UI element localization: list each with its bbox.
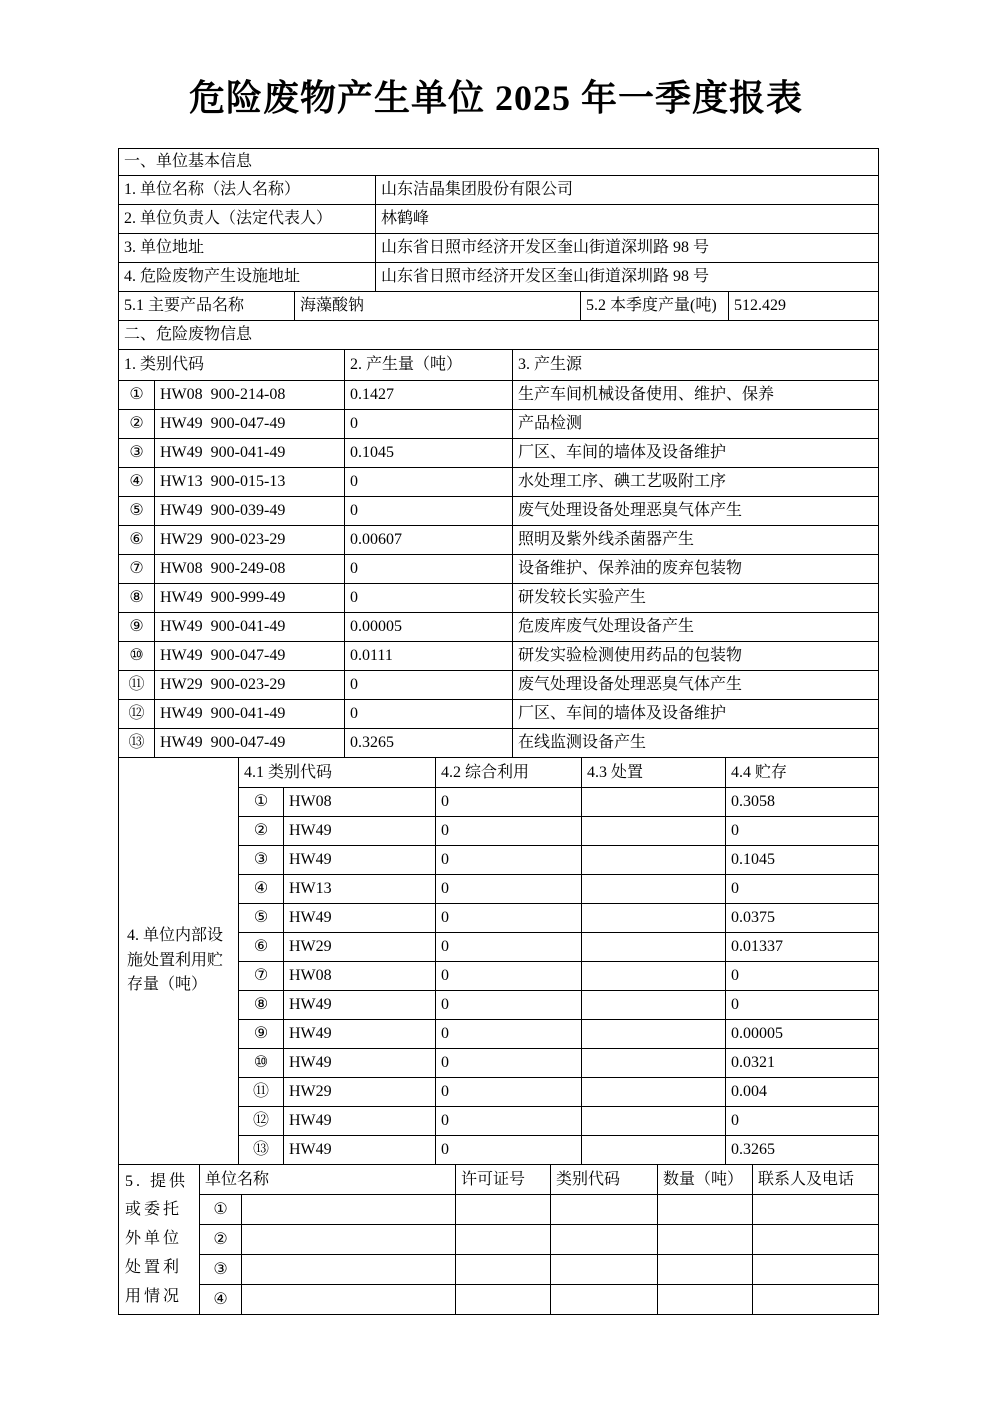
waste-source: 废气处理设备处理恶臭气体产生 <box>513 497 879 526</box>
internal-storage: 0.1045 <box>726 846 879 875</box>
row-number: ⑪ <box>239 1078 284 1107</box>
external-unit-name <box>242 1285 456 1315</box>
waste-row <box>119 468 879 497</box>
internal-dispose <box>582 875 726 904</box>
waste-source: 厂区、车间的墙体及设备维护 <box>513 439 879 468</box>
external-permit <box>456 1195 551 1225</box>
waste-code: HW49 900-039-49 <box>155 497 345 526</box>
waste-amount: 0.0111 <box>345 642 513 671</box>
basic-info-label: 3. 单位地址 <box>119 234 376 263</box>
internal-code: HW29 <box>284 1078 436 1107</box>
internal-reuse: 0 <box>436 933 582 962</box>
internal-reuse: 0 <box>436 1049 582 1078</box>
waste-row <box>119 381 879 410</box>
internal-code: HW29 <box>284 933 436 962</box>
report-table <box>118 148 878 1315</box>
col-header-permit: 许可证号 <box>456 1165 551 1195</box>
waste-source: 设备维护、保养油的废弃包装物 <box>513 555 879 584</box>
col-header-4-2: 4.2 综合利用 <box>436 758 582 788</box>
waste-code: HW49 900-041-49 <box>155 439 345 468</box>
waste-source: 在线监测设备产生 <box>513 729 879 758</box>
internal-dispose <box>582 1107 726 1136</box>
waste-row <box>119 729 879 758</box>
internal-disposal-label: 4. 单位内部设施处置利用贮存量（吨） <box>119 758 239 1165</box>
row-number: ⑦ <box>239 962 284 991</box>
row-number: ⑫ <box>119 700 155 729</box>
row-number: ⑤ <box>119 497 155 526</box>
waste-row <box>119 642 879 671</box>
internal-reuse: 0 <box>436 991 582 1020</box>
internal-storage: 0 <box>726 962 879 991</box>
internal-reuse: 0 <box>436 1136 582 1165</box>
waste-code: HW49 900-041-49 <box>155 700 345 729</box>
internal-storage: 0 <box>726 875 879 904</box>
waste-row <box>119 410 879 439</box>
internal-code: HW08 <box>284 788 436 817</box>
product-name-value: 海藻酸钠 <box>295 292 581 321</box>
product-name-label: 5.1 主要产品名称 <box>119 292 295 321</box>
internal-reuse: 0 <box>436 846 582 875</box>
row-number: ⑥ <box>239 933 284 962</box>
row-number: ③ <box>119 439 155 468</box>
internal-storage: 0 <box>726 991 879 1020</box>
internal-storage: 0.00005 <box>726 1020 879 1049</box>
basic-info-table <box>118 175 879 292</box>
row-number: ④ <box>119 468 155 497</box>
waste-row <box>119 526 879 555</box>
basic-info-label: 2. 单位负责人（法定代表人） <box>119 205 376 234</box>
waste-source: 照明及紫外线杀菌器产生 <box>513 526 879 555</box>
section2-header: 二、危险废物信息 <box>119 321 879 350</box>
internal-reuse: 0 <box>436 875 582 904</box>
section1-header: 一、单位基本信息 <box>119 149 879 176</box>
product-table <box>118 291 879 321</box>
internal-reuse: 0 <box>436 817 582 846</box>
waste-amount: 0.3265 <box>345 729 513 758</box>
row-number: ② <box>239 817 284 846</box>
external-code <box>551 1195 658 1225</box>
waste-code: HW49 900-047-49 <box>155 642 345 671</box>
waste-row <box>119 584 879 613</box>
waste-code: HW49 900-041-49 <box>155 613 345 642</box>
external-unit-name <box>242 1195 456 1225</box>
basic-info-value: 林鹤峰 <box>376 205 879 234</box>
basic-info-row <box>119 205 879 234</box>
row-number: ① <box>119 381 155 410</box>
row-number: ② <box>200 1225 242 1255</box>
waste-amount: 0 <box>345 497 513 526</box>
waste-code: HW29 900-023-29 <box>155 526 345 555</box>
waste-source: 危废库废气处理设备产生 <box>513 613 879 642</box>
basic-info-label: 4. 危险废物产生设施地址 <box>119 263 376 292</box>
internal-storage: 0.0321 <box>726 1049 879 1078</box>
waste-code: HW13 900-015-13 <box>155 468 345 497</box>
waste-amount: 0 <box>345 468 513 497</box>
internal-storage: 0.0375 <box>726 904 879 933</box>
internal-dispose <box>582 1020 726 1049</box>
external-contact <box>753 1195 879 1225</box>
internal-code: HW13 <box>284 875 436 904</box>
row-number: ⑧ <box>239 991 284 1020</box>
internal-code: HW49 <box>284 817 436 846</box>
waste-row <box>119 671 879 700</box>
row-number: ③ <box>239 846 284 875</box>
internal-code: HW49 <box>284 1049 436 1078</box>
internal-dispose <box>582 846 726 875</box>
waste-amount: 0.1045 <box>345 439 513 468</box>
row-number: ③ <box>200 1255 242 1285</box>
row-number: ⑫ <box>239 1107 284 1136</box>
waste-code: HW49 900-047-49 <box>155 410 345 439</box>
col-header-source: 3. 产生源 <box>513 350 879 381</box>
internal-storage: 0 <box>726 1107 879 1136</box>
row-number: ⑩ <box>239 1049 284 1078</box>
waste-amount: 0 <box>345 584 513 613</box>
internal-reuse: 0 <box>436 1020 582 1049</box>
internal-disposal-table <box>118 757 879 1165</box>
external-code <box>551 1285 658 1315</box>
waste-code: HW49 900-047-49 <box>155 729 345 758</box>
external-permit <box>456 1225 551 1255</box>
internal-storage: 0.01337 <box>726 933 879 962</box>
external-code <box>551 1225 658 1255</box>
waste-info-table <box>118 349 879 758</box>
waste-amount: 0 <box>345 410 513 439</box>
row-number: ④ <box>239 875 284 904</box>
internal-reuse: 0 <box>436 1107 582 1136</box>
external-disposal-label: 5. 提供或委托外单位处置利用情况 <box>119 1165 200 1315</box>
internal-reuse: 0 <box>436 962 582 991</box>
external-contact <box>753 1285 879 1315</box>
external-contact <box>753 1255 879 1285</box>
internal-code: HW49 <box>284 991 436 1020</box>
internal-dispose <box>582 991 726 1020</box>
row-number: ⑥ <box>119 526 155 555</box>
product-output-label: 5.2 本季度产量(吨) <box>581 292 729 321</box>
row-number: ⑪ <box>119 671 155 700</box>
col-header-contact: 联系人及电话 <box>753 1165 879 1195</box>
waste-source: 生产车间机械设备使用、维护、保养 <box>513 381 879 410</box>
internal-dispose <box>582 1078 726 1107</box>
col-header-unit-name: 单位名称 <box>200 1165 456 1195</box>
external-quantity <box>658 1195 753 1225</box>
basic-info-row <box>119 263 879 292</box>
row-number: ⑧ <box>119 584 155 613</box>
external-quantity <box>658 1255 753 1285</box>
waste-amount: 0 <box>345 671 513 700</box>
waste-row <box>119 439 879 468</box>
col-header-amount: 2. 产生量（吨） <box>345 350 513 381</box>
waste-source: 研发实验检测使用药品的包装物 <box>513 642 879 671</box>
row-number: ⑬ <box>119 729 155 758</box>
row-number: ① <box>200 1195 242 1225</box>
section1-header-table <box>118 148 879 176</box>
page-title: 危险废物产生单位 2025 年一季度报表 <box>188 78 803 118</box>
internal-code: HW49 <box>284 1107 436 1136</box>
section2-header-table <box>118 320 879 350</box>
waste-code: HW08 900-249-08 <box>155 555 345 584</box>
basic-info-value: 山东省日照市经济开发区奎山街道深圳路 98 号 <box>376 263 879 292</box>
internal-storage: 0.3058 <box>726 788 879 817</box>
external-disposal-table <box>118 1164 879 1315</box>
waste-row <box>119 700 879 729</box>
waste-source: 水处理工序、碘工艺吸附工序 <box>513 468 879 497</box>
external-code <box>551 1255 658 1285</box>
external-disposal-row <box>119 1225 879 1255</box>
internal-code: HW49 <box>284 846 436 875</box>
internal-reuse: 0 <box>436 904 582 933</box>
row-number: ① <box>239 788 284 817</box>
col-header-code: 类别代码 <box>551 1165 658 1195</box>
internal-reuse: 0 <box>436 1078 582 1107</box>
col-header-4-4: 4.4 贮存 <box>726 758 879 788</box>
external-permit <box>456 1285 551 1315</box>
internal-reuse: 0 <box>436 788 582 817</box>
row-number: ② <box>119 410 155 439</box>
col-header-4-3: 4.3 处置 <box>582 758 726 788</box>
row-number: ⑨ <box>119 613 155 642</box>
row-number: ⑩ <box>119 642 155 671</box>
waste-source: 研发较长实验产生 <box>513 584 879 613</box>
col-header-code: 1. 类别代码 <box>119 350 345 381</box>
internal-dispose <box>582 788 726 817</box>
external-unit-name <box>242 1225 456 1255</box>
internal-storage: 0.004 <box>726 1078 879 1107</box>
internal-dispose <box>582 817 726 846</box>
internal-code: HW08 <box>284 962 436 991</box>
basic-info-label: 1. 单位名称（法人名称） <box>119 176 376 205</box>
waste-source: 厂区、车间的墙体及设备维护 <box>513 700 879 729</box>
col-header-4-1: 4.1 类别代码 <box>239 758 436 788</box>
internal-code: HW49 <box>284 1020 436 1049</box>
internal-dispose <box>582 933 726 962</box>
product-output-value: 512.429 <box>729 292 879 321</box>
internal-dispose <box>582 1049 726 1078</box>
waste-amount: 0.00005 <box>345 613 513 642</box>
internal-storage: 0 <box>726 817 879 846</box>
row-number: ⑤ <box>239 904 284 933</box>
waste-code: HW29 900-023-29 <box>155 671 345 700</box>
internal-code: HW49 <box>284 904 436 933</box>
basic-info-value: 山东洁晶集团股份有限公司 <box>376 176 879 205</box>
internal-dispose <box>582 962 726 991</box>
waste-row <box>119 555 879 584</box>
external-quantity <box>658 1285 753 1315</box>
waste-code: HW08 900-214-08 <box>155 381 345 410</box>
internal-dispose <box>582 1136 726 1165</box>
external-disposal-row <box>119 1285 879 1315</box>
row-number: ⑦ <box>119 555 155 584</box>
internal-dispose <box>582 904 726 933</box>
external-permit <box>456 1255 551 1285</box>
internal-storage: 0.3265 <box>726 1136 879 1165</box>
basic-info-row <box>119 176 879 205</box>
external-unit-name <box>242 1255 456 1285</box>
internal-code: HW49 <box>284 1136 436 1165</box>
waste-amount: 0.1427 <box>345 381 513 410</box>
external-quantity <box>658 1225 753 1255</box>
waste-amount: 0 <box>345 700 513 729</box>
waste-amount: 0 <box>345 555 513 584</box>
waste-row <box>119 497 879 526</box>
basic-info-row <box>119 234 879 263</box>
external-disposal-row <box>119 1195 879 1225</box>
waste-source: 产品检测 <box>513 410 879 439</box>
col-header-quantity: 数量（吨） <box>658 1165 753 1195</box>
waste-code: HW49 900-999-49 <box>155 584 345 613</box>
waste-source: 废气处理设备处理恶臭气体产生 <box>513 671 879 700</box>
basic-info-value: 山东省日照市经济开发区奎山街道深圳路 98 号 <box>376 234 879 263</box>
external-disposal-row <box>119 1255 879 1285</box>
row-number: ⑨ <box>239 1020 284 1049</box>
external-contact <box>753 1225 879 1255</box>
waste-row <box>119 613 879 642</box>
waste-amount: 0.00607 <box>345 526 513 555</box>
row-number: ④ <box>200 1285 242 1315</box>
row-number: ⑬ <box>239 1136 284 1165</box>
